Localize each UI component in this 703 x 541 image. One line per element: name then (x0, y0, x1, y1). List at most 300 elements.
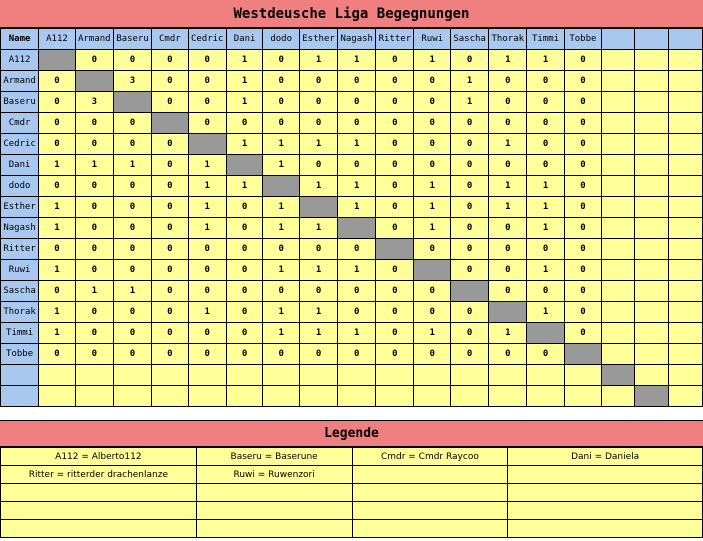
match-cell: 1 (489, 50, 527, 71)
match-cell: 0 (226, 281, 263, 302)
match-cell (668, 50, 702, 71)
row-header: Baseru (1, 92, 39, 113)
match-cell: 1 (489, 323, 527, 344)
row-header: Dani (1, 155, 39, 176)
match-cell: 1 (299, 218, 337, 239)
match-cell: 0 (451, 134, 489, 155)
match-cell: 1 (39, 260, 76, 281)
match-cell (188, 386, 226, 407)
legend-row (1, 520, 703, 538)
row-header: Cmdr (1, 113, 39, 134)
diagonal-cell (113, 92, 151, 113)
match-cell: 0 (113, 134, 151, 155)
match-cell (635, 260, 668, 281)
row-header: Armand (1, 71, 39, 92)
match-cell: 0 (299, 71, 337, 92)
match-cell: 0 (299, 344, 337, 365)
match-cell (602, 281, 635, 302)
match-cell: 1 (451, 92, 489, 113)
match-cell (564, 365, 601, 386)
match-cell: 1 (113, 155, 151, 176)
column-header-empty (668, 29, 702, 50)
match-cell (376, 386, 414, 407)
match-cell: 0 (376, 218, 414, 239)
match-cell: 0 (414, 155, 451, 176)
match-cell: 0 (338, 281, 376, 302)
row-header: Cedric (1, 134, 39, 155)
match-cell (635, 197, 668, 218)
match-cell: 1 (527, 50, 564, 71)
match-cell: 0 (152, 281, 189, 302)
match-cell (635, 239, 668, 260)
match-cell: 0 (376, 134, 414, 155)
match-cell: 0 (376, 197, 414, 218)
diagonal-cell (75, 71, 113, 92)
match-cell: 1 (188, 155, 226, 176)
match-cell: 1 (263, 218, 300, 239)
column-header: Timmi (527, 29, 564, 50)
diagonal-cell (338, 218, 376, 239)
match-cell (668, 134, 702, 155)
table-row (1, 239, 703, 260)
diagonal-cell (299, 197, 337, 218)
match-cell: 0 (39, 134, 76, 155)
match-cell (635, 365, 668, 386)
match-cell: 1 (188, 218, 226, 239)
column-header: A112 (39, 29, 76, 50)
match-cell: 3 (75, 92, 113, 113)
match-cell: 0 (226, 323, 263, 344)
match-cell (152, 365, 189, 386)
match-cell (602, 344, 635, 365)
match-cell: 0 (188, 344, 226, 365)
match-cell: 0 (414, 344, 451, 365)
row-header: Tobbe (1, 344, 39, 365)
match-cell: 0 (152, 218, 189, 239)
match-cell: 1 (39, 155, 76, 176)
match-cell: 0 (113, 323, 151, 344)
match-cell (668, 197, 702, 218)
match-cell (489, 365, 527, 386)
match-cell: 0 (188, 239, 226, 260)
match-cell (602, 302, 635, 323)
diagonal-cell (564, 344, 601, 365)
match-cell: 0 (152, 323, 189, 344)
match-cell (602, 134, 635, 155)
match-cell: 0 (451, 218, 489, 239)
match-cell: 0 (527, 71, 564, 92)
legend-entry: Dani = Daniela (508, 448, 703, 466)
match-cell: 0 (414, 281, 451, 302)
match-cell: 0 (152, 197, 189, 218)
table-row (1, 323, 703, 344)
match-cell (668, 218, 702, 239)
match-cell (635, 92, 668, 113)
match-cell: 0 (338, 344, 376, 365)
match-cell: 0 (39, 344, 76, 365)
match-cell: 1 (226, 71, 263, 92)
table-row (1, 281, 703, 302)
match-cell: 0 (152, 260, 189, 281)
match-cell: 0 (527, 239, 564, 260)
match-cell: 1 (338, 197, 376, 218)
match-cell (414, 386, 451, 407)
legend-entry (196, 484, 352, 502)
table-row (1, 218, 703, 239)
match-cell: 0 (226, 218, 263, 239)
match-cell: 0 (338, 92, 376, 113)
table-row (1, 155, 703, 176)
match-cell: 0 (152, 155, 189, 176)
match-cell: 1 (414, 323, 451, 344)
match-cell: 0 (226, 239, 263, 260)
match-cell (668, 113, 702, 134)
match-cell: 1 (299, 50, 337, 71)
match-cell: 0 (414, 239, 451, 260)
match-cell (602, 386, 635, 407)
legend-entry (1, 520, 197, 538)
match-cell: 0 (451, 323, 489, 344)
match-cell (635, 344, 668, 365)
table-row (1, 92, 703, 113)
match-cell: 0 (451, 239, 489, 260)
match-cell: 0 (263, 71, 300, 92)
row-header (1, 386, 39, 407)
match-cell (602, 176, 635, 197)
match-cell: 0 (451, 260, 489, 281)
match-cell: 0 (414, 302, 451, 323)
match-cell: 0 (152, 302, 189, 323)
diagonal-cell (489, 302, 527, 323)
match-cell: 0 (527, 92, 564, 113)
match-cell: 0 (75, 218, 113, 239)
diagonal-cell (263, 176, 300, 197)
match-cell (299, 386, 337, 407)
match-cell: 1 (527, 218, 564, 239)
match-cell: 1 (338, 260, 376, 281)
match-cell: 0 (39, 71, 76, 92)
row-header: Nagash (1, 218, 39, 239)
diagonal-cell (39, 50, 76, 71)
match-cell: 0 (338, 113, 376, 134)
column-header: Armand (75, 29, 113, 50)
match-cell: 0 (564, 134, 601, 155)
match-cell: 0 (564, 50, 601, 71)
match-cell: 3 (113, 71, 151, 92)
legend-entry (508, 502, 703, 520)
match-cell: 0 (152, 176, 189, 197)
match-cell (668, 71, 702, 92)
match-cell: 1 (338, 176, 376, 197)
match-cell: 1 (489, 176, 527, 197)
match-cell (602, 92, 635, 113)
match-cell (635, 134, 668, 155)
match-cell (602, 155, 635, 176)
match-cell: 0 (376, 71, 414, 92)
match-cell: 0 (226, 302, 263, 323)
match-cell: 0 (451, 344, 489, 365)
match-cell: 0 (113, 50, 151, 71)
match-cell: 0 (75, 344, 113, 365)
match-cell: 0 (376, 260, 414, 281)
match-cell: 1 (527, 302, 564, 323)
match-cell: 0 (39, 92, 76, 113)
match-cell: 0 (414, 92, 451, 113)
match-cell: 1 (299, 323, 337, 344)
match-cell: 0 (527, 281, 564, 302)
column-header: Thorak (489, 29, 527, 50)
match-cell (668, 344, 702, 365)
match-cell (668, 281, 702, 302)
diagonal-cell (635, 386, 668, 407)
match-cell: 0 (376, 344, 414, 365)
match-cell (635, 50, 668, 71)
table-row (1, 134, 703, 155)
match-cell: 1 (263, 323, 300, 344)
match-cell: 0 (263, 239, 300, 260)
legend-entry (352, 466, 508, 484)
match-cell: 1 (226, 50, 263, 71)
match-cell: 1 (39, 323, 76, 344)
match-cell: 0 (338, 239, 376, 260)
match-cell: 0 (188, 113, 226, 134)
match-cell (113, 386, 151, 407)
match-cell: 0 (39, 281, 76, 302)
match-cell (635, 281, 668, 302)
match-cell: 1 (299, 302, 337, 323)
match-cell: 0 (564, 176, 601, 197)
column-header: Dani (226, 29, 263, 50)
match-cell: 0 (299, 92, 337, 113)
match-cell: 1 (299, 134, 337, 155)
diagonal-cell (226, 155, 263, 176)
legend-row (1, 502, 703, 520)
match-cell: 1 (414, 176, 451, 197)
match-cell (113, 365, 151, 386)
match-cell: 0 (451, 176, 489, 197)
match-cell: 0 (338, 71, 376, 92)
match-cell: 1 (489, 197, 527, 218)
match-cell: 0 (152, 92, 189, 113)
table-row (1, 176, 703, 197)
match-cell (668, 365, 702, 386)
match-cell: 0 (451, 302, 489, 323)
match-cell: 1 (451, 71, 489, 92)
match-cell: 0 (113, 302, 151, 323)
match-cell: 0 (564, 218, 601, 239)
name-header: Name (1, 29, 39, 50)
legend-entry (352, 484, 508, 502)
page-title: Westdeusche Liga Begegnungen (0, 0, 703, 28)
column-header-empty (602, 29, 635, 50)
match-cell (451, 365, 489, 386)
legend-entry: Ritter = ritterder drachenlanze (1, 466, 197, 484)
match-cell: 0 (564, 92, 601, 113)
match-cell (668, 155, 702, 176)
match-cell: 0 (226, 344, 263, 365)
match-cell: 1 (39, 218, 76, 239)
match-cell: 0 (226, 260, 263, 281)
match-cell: 0 (527, 113, 564, 134)
match-cell: 0 (226, 113, 263, 134)
match-cell (226, 365, 263, 386)
match-cell: 1 (489, 134, 527, 155)
match-cell (668, 92, 702, 113)
match-cell: 0 (376, 323, 414, 344)
match-cell: 1 (414, 50, 451, 71)
match-cell: 0 (489, 92, 527, 113)
legend-entry (508, 466, 703, 484)
match-cell: 0 (376, 50, 414, 71)
match-cell: 0 (564, 302, 601, 323)
match-cell: 0 (451, 113, 489, 134)
match-cell: 0 (152, 50, 189, 71)
match-cell: 1 (39, 197, 76, 218)
table-row (1, 71, 703, 92)
match-cell: 0 (489, 113, 527, 134)
legend-entry: A112 = Alberto112 (1, 448, 197, 466)
match-cell (668, 260, 702, 281)
match-cell: 0 (75, 50, 113, 71)
diagonal-cell (188, 134, 226, 155)
table-row (1, 302, 703, 323)
match-cell: 1 (527, 260, 564, 281)
match-cell: 0 (376, 281, 414, 302)
diagonal-cell (602, 365, 635, 386)
match-cell (451, 386, 489, 407)
legend-entry (508, 520, 703, 538)
match-cell (635, 113, 668, 134)
column-header: dodo (263, 29, 300, 50)
match-cell (152, 386, 189, 407)
legend-row (1, 484, 703, 502)
match-cell: 0 (188, 71, 226, 92)
column-header: Ruwi (414, 29, 451, 50)
match-cell (602, 218, 635, 239)
match-cell: 0 (75, 134, 113, 155)
match-cell: 1 (188, 197, 226, 218)
match-cell: 0 (263, 92, 300, 113)
column-header: Ritter (376, 29, 414, 50)
match-cell: 0 (338, 155, 376, 176)
match-cell: 1 (39, 302, 76, 323)
diagonal-cell (414, 260, 451, 281)
match-cell: 0 (338, 302, 376, 323)
match-cell (75, 386, 113, 407)
match-cell: 0 (75, 302, 113, 323)
match-cell: 0 (489, 218, 527, 239)
match-cell (668, 176, 702, 197)
legend-entry: Cmdr = Cmdr Raycoo (352, 448, 508, 466)
match-cell: 0 (39, 113, 76, 134)
match-cell: 1 (338, 50, 376, 71)
row-header: dodo (1, 176, 39, 197)
match-cell: 1 (226, 92, 263, 113)
match-cell: 0 (489, 71, 527, 92)
match-cell: 0 (113, 113, 151, 134)
legend-entry (196, 520, 352, 538)
match-cell: 1 (527, 176, 564, 197)
column-header: Nagash (338, 29, 376, 50)
column-header: Sascha (451, 29, 489, 50)
match-cell (263, 365, 300, 386)
match-cell: 0 (299, 281, 337, 302)
match-cell: 0 (39, 239, 76, 260)
match-cell: 0 (527, 155, 564, 176)
match-cell: 0 (113, 218, 151, 239)
match-cell (39, 365, 76, 386)
table-row (1, 386, 703, 407)
match-cell: 1 (527, 197, 564, 218)
match-cell: 0 (376, 176, 414, 197)
match-cell: 0 (263, 281, 300, 302)
diagonal-cell (527, 323, 564, 344)
match-cell: 0 (564, 155, 601, 176)
match-cell: 0 (489, 344, 527, 365)
table-row (1, 113, 703, 134)
match-cell (602, 323, 635, 344)
match-cell: 0 (113, 197, 151, 218)
match-cell: 0 (489, 260, 527, 281)
match-matrix (0, 28, 703, 407)
table-row (1, 365, 703, 386)
match-cell: 0 (299, 155, 337, 176)
match-cell (376, 365, 414, 386)
match-cell: 0 (75, 113, 113, 134)
match-cell: 1 (338, 134, 376, 155)
match-cell: 1 (113, 281, 151, 302)
match-cell: 0 (75, 197, 113, 218)
match-cell (602, 113, 635, 134)
match-cell: 0 (263, 50, 300, 71)
match-cell: 0 (451, 155, 489, 176)
match-cell: 1 (263, 302, 300, 323)
column-header: Cmdr (152, 29, 189, 50)
match-cell: 1 (263, 260, 300, 281)
match-cell: 0 (451, 197, 489, 218)
match-cell: 0 (263, 344, 300, 365)
row-header: Ruwi (1, 260, 39, 281)
match-cell: 1 (75, 281, 113, 302)
row-header: A112 (1, 50, 39, 71)
match-cell (635, 155, 668, 176)
match-cell: 0 (299, 239, 337, 260)
legend-entry (352, 520, 508, 538)
match-cell (489, 386, 527, 407)
match-cell: 0 (451, 50, 489, 71)
match-cell: 0 (152, 344, 189, 365)
match-cell: 0 (226, 197, 263, 218)
row-header: Thorak (1, 302, 39, 323)
match-cell (602, 239, 635, 260)
match-cell: 0 (188, 281, 226, 302)
legend-row (1, 466, 703, 484)
column-header: Tobbe (564, 29, 601, 50)
match-cell: 1 (299, 260, 337, 281)
match-cell: 0 (152, 239, 189, 260)
match-cell (668, 323, 702, 344)
match-cell: 1 (226, 134, 263, 155)
match-cell (668, 239, 702, 260)
match-cell: 0 (39, 176, 76, 197)
match-cell: 1 (263, 134, 300, 155)
row-header: Timmi (1, 323, 39, 344)
match-cell: 0 (564, 71, 601, 92)
match-cell: 1 (75, 155, 113, 176)
legend-entry (1, 502, 197, 520)
match-cell: 1 (263, 197, 300, 218)
legend-table (0, 447, 703, 538)
